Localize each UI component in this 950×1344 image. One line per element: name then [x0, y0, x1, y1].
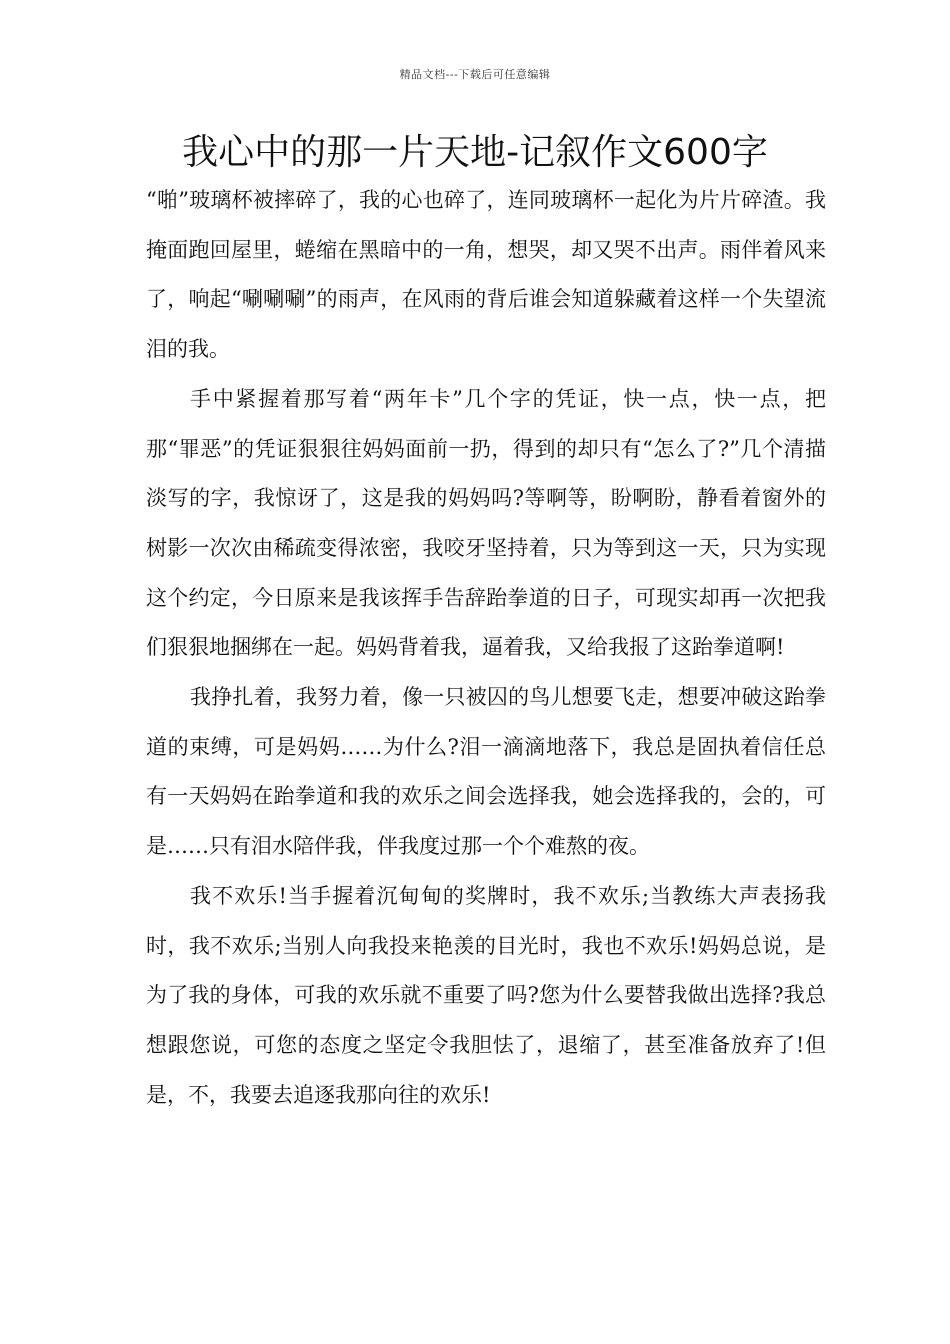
- paragraph-4: 我不欢乐!当手握着沉甸甸的奖牌时，我不欢乐;当教练大声表扬我时，我不欢乐;当别人向我投来艳羡的目光时，我也不欢乐!妈妈总说，是为了我的身体，可我的欢乐就不重要了吗?您为什么要替我做出选择?我总想跟您说，可您的态度之坚定令我胆怯了，退缩了，甚至准备放弃了!但是，不，我要去追逐我那向往的欢乐!: [146, 883, 826, 1107]
- document-title: 我心中的那一片天地-记叙作文600字: [182, 132, 768, 173]
- page-header: 精品文档---下载后可任意编辑: [399, 68, 551, 81]
- paragraph-2: 手中紧握着那写着“两年卡”几个字的凭证，快一点，快一点，把那“罪恶”的凭证狠狠往妈妈面前一扔，得到的却只有“怎么了?”几个清描淡写的字，我惊讶了，这是我的妈妈吗?等啊等，盼啊盼，静看着窗外的树影一次次由稀疏变得浓密，我咬牙坚持着，只为等到这一天，只为实现这个约定，今日原来是我该挥手告辞跆拳道的日子，可现实却再一次把我们狠狠地捆绑在一起。妈妈背着我，逼着我，又给我报了这跆拳道啊!: [146, 386, 826, 660]
- document-body: [146, 176, 826, 1120]
- paragraph-1: “啪”玻璃杯被摔碎了，我的心也碎了，连同玻璃杯一起化为片片碎渣。我掩面跑回屋里，蜷缩在黑暗中的一角，想哭，却又哭不出声。雨伴着风来了，响起“唰唰唰”的雨声，在风雨的背后谁会知道躲藏着这样一个失望流泪的我。: [146, 188, 826, 362]
- paragraph-3: 我挣扎着，我努力着，像一只被囚的鸟儿想要飞走，想要冲破这跆拳道的束缚，可是妈妈……为什么?泪一滴滴地落下，我总是固执着信任总有一天妈妈在跆拳道和我的欢乐之间会选择我，她会选择我的，会的，可是……只有泪水陪伴我，伴我度过那一个个难熬的夜。: [146, 685, 826, 859]
